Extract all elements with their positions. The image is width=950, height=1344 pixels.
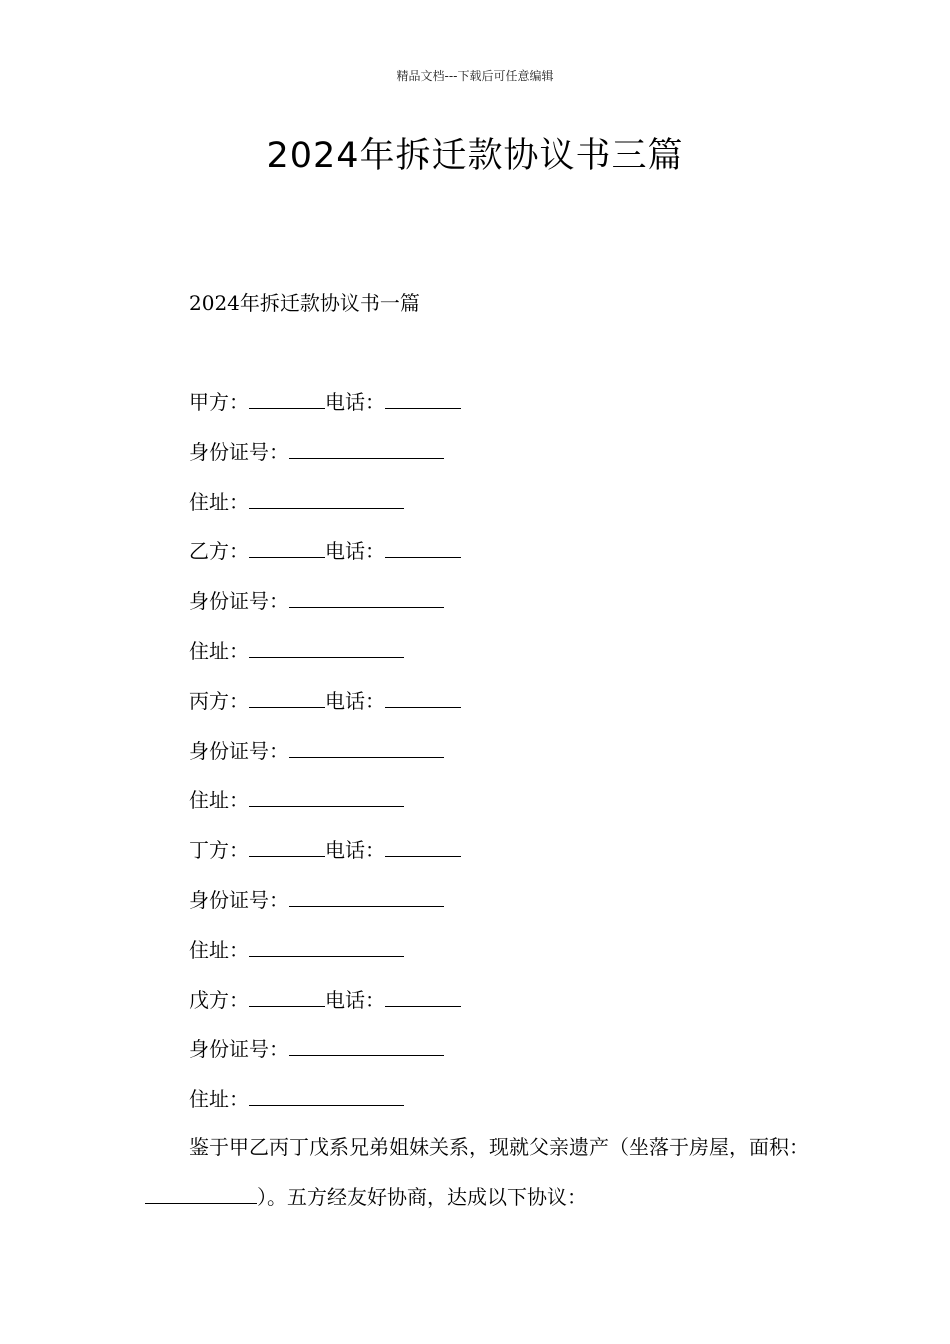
phone-blank[interactable] [385, 685, 461, 708]
address-label: 住址： [189, 1087, 249, 1112]
phone-label: 电话： [325, 987, 385, 1012]
address-label: 住址： [189, 638, 249, 663]
address-row [189, 934, 461, 984]
id-number-row [189, 585, 461, 635]
party-label: 戊方： [189, 987, 249, 1012]
address-blank[interactable] [249, 1083, 404, 1106]
address-label: 住址： [189, 489, 249, 514]
name-blank[interactable] [249, 834, 325, 857]
address-label: 住址： [189, 937, 249, 962]
intro-text-part1: 鉴于甲乙丙丁戊系兄弟姐妹关系，现就父亲遗产（坐落于房屋，面积： [189, 1135, 809, 1159]
phone-label: 电话： [325, 539, 385, 564]
phone-blank[interactable] [385, 535, 461, 558]
section-title: 2024年拆迁款协议书一篇 [189, 291, 420, 315]
id-number-label: 身份证号： [189, 738, 289, 763]
id-number-label: 身份证号： [189, 1037, 289, 1062]
id-number-blank[interactable] [289, 1033, 444, 1056]
name-blank[interactable] [249, 386, 325, 409]
intro-paragraph [145, 1122, 835, 1222]
phone-blank[interactable] [385, 834, 461, 857]
phone-label: 电话： [325, 390, 385, 414]
address-row [189, 635, 461, 685]
id-number-label: 身份证号： [189, 887, 289, 912]
name-blank[interactable] [249, 685, 325, 708]
party-fields [189, 386, 461, 1133]
name-blank[interactable] [249, 535, 325, 558]
id-number-blank[interactable] [289, 884, 444, 907]
id-number-blank[interactable] [289, 585, 444, 608]
id-number-row [189, 735, 461, 785]
address-blank[interactable] [249, 784, 404, 807]
id-number-blank[interactable] [289, 436, 444, 459]
party-label: 丙方： [189, 688, 249, 713]
address-row [189, 784, 461, 834]
party-label: 丁方： [189, 838, 249, 863]
phone-label: 电话： [325, 688, 385, 713]
header-note: 精品文档---下载后可任意编辑 [396, 69, 554, 83]
area-blank[interactable] [145, 1181, 257, 1204]
intro-text-part2: ）。五方经友好协商，达成以下协议： [257, 1185, 587, 1209]
phone-blank[interactable] [385, 984, 461, 1007]
id-number-row [189, 436, 461, 486]
id-number-label: 身份证号： [189, 439, 289, 464]
party-name-phone-row [189, 535, 461, 585]
phone-label: 电话： [325, 838, 385, 863]
party-label: 乙方： [189, 539, 249, 564]
address-blank[interactable] [249, 635, 404, 658]
party-name-phone-row [189, 685, 461, 735]
address-row [189, 486, 461, 536]
address-blank[interactable] [249, 934, 404, 957]
party-name-phone-row [189, 834, 461, 884]
party-name-phone-row [189, 984, 461, 1034]
id-number-blank[interactable] [289, 735, 444, 758]
phone-blank[interactable] [385, 386, 461, 409]
document-title: 2024年拆迁款协议书三篇 [266, 136, 684, 176]
name-blank[interactable] [249, 984, 325, 1007]
id-number-label: 身份证号： [189, 589, 289, 614]
id-number-row [189, 1033, 461, 1083]
address-blank[interactable] [249, 486, 404, 509]
party-name-phone-row [189, 386, 461, 436]
party-label: 甲方： [189, 390, 249, 414]
address-label: 住址： [189, 788, 249, 813]
id-number-row [189, 884, 461, 934]
